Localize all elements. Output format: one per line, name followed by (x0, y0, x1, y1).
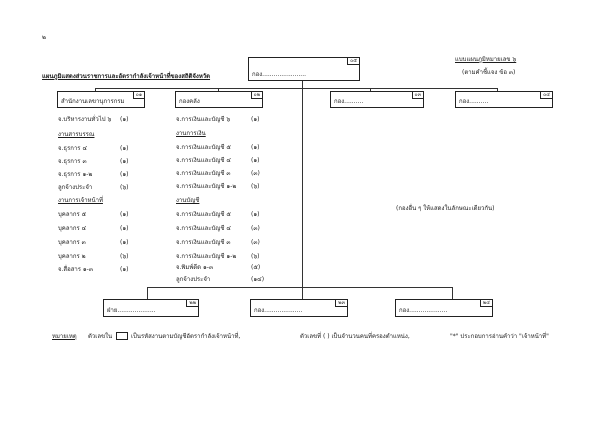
bottom-box-2 (250, 299, 348, 317)
list-item-count: (๑) (120, 158, 129, 165)
branch-box-secretariat (57, 91, 145, 108)
branch-box-division-3 (330, 91, 424, 108)
col2-group1-title: งานการเงิน (176, 130, 206, 137)
list-item-count: (๓) (251, 239, 260, 246)
bottom-box-1 (103, 299, 199, 317)
footer-label: หมายเหตุ (52, 333, 77, 340)
branch-box-finance (175, 91, 263, 108)
branch-code: ๐๔ (540, 92, 552, 99)
bottom-box-code: ๒๔ (480, 300, 492, 307)
page-title: แผนภูมิแสดงส่วนราชการและอัตรากำลังเจ้าหน้าที่ของสถิติจังหวัด (42, 73, 211, 80)
top-division-box (248, 57, 360, 81)
bottom-box-code: ๒๒ (186, 300, 198, 307)
bottom-box-code: ๒๓ (335, 300, 347, 307)
list-item-count: (๖) (120, 253, 129, 260)
list-item-count: (๓) (251, 170, 260, 177)
list-item-count: (๖) (120, 184, 129, 191)
top-division-label: กอง....................... (252, 71, 307, 78)
list-item-count: (๑) (120, 239, 129, 246)
col2-head-count: (๑) (251, 116, 260, 123)
list-item-count: (๑) (120, 145, 129, 152)
list-item-count: (๖) (251, 183, 260, 190)
col1-head-count: (๑) (120, 116, 129, 123)
list-item-label: จ.การเงินและบัญชี ๕ (176, 144, 231, 151)
top-division-code: ๐๕ (347, 58, 359, 65)
attachment-number: แบบแผนภูมิหมายเลข ๖ (455, 56, 517, 63)
list-item-count: (๓) (251, 225, 260, 232)
connector-bottom-bar (147, 287, 453, 288)
list-item-label: บุคลากร ๓ (58, 239, 86, 246)
list-item-count: (๕) (251, 264, 261, 271)
list-item-count: (๑) (251, 144, 260, 151)
list-item-label: จ.การเงินและบัญชี ๔ (176, 225, 231, 232)
bottom-box-label: กอง.................... (399, 307, 448, 314)
bottom-box-label: กอง.................... (254, 307, 303, 314)
list-item-label: จ.การเงินและบัญชี ๕ (176, 211, 231, 218)
bottom-box-3 (395, 299, 493, 317)
list-item-label: จ.พิมพ์ดีด ๑-๓ (176, 264, 214, 271)
branch-label: กองคลัง (179, 98, 200, 105)
list-item-label: บุคลากร ๕ (58, 211, 87, 218)
branch-code: ๐๒ (251, 92, 262, 99)
footer-legend-box (116, 332, 128, 340)
list-item-label: จ.การเงินและบัญชี ๔ (176, 157, 231, 164)
list-item-label: จ.การเงินและบัญชี ๓ (176, 239, 231, 246)
branch-box-division-4 (455, 91, 553, 108)
list-item-count: (๖) (251, 253, 260, 260)
list-item-label: ลูกจ้างประจำ (58, 184, 93, 191)
branch-code: ๐๑ (133, 92, 144, 99)
list-item-count: (๑) (251, 211, 260, 218)
list-item-label: บุคลากร ๒ (58, 253, 86, 260)
list-item-count: (๑) (120, 211, 129, 218)
list-item-count: (๑) (120, 171, 129, 178)
list-item-label: จ.การเงินและบัญชี ๓ (176, 170, 231, 177)
list-item-count: (๑) (251, 157, 260, 164)
footer-text-2: เป็นรหัสงานตามบัญชีอัตรากำลังเจ้าหน้าที่, (131, 333, 241, 340)
footer-text-3: ตัวเลขที่ ( ) เป็นจำนวนคนที่ครองตำแหน่ง, (300, 333, 410, 340)
list-item-label: บุคลากร ๔ (58, 225, 87, 232)
branch-label: สำนักงานเลขานุการกรม (61, 98, 125, 105)
list-item-count: (๑๔) (251, 276, 265, 283)
branch-label: กอง.......... (459, 98, 489, 105)
connector-bb1 (147, 287, 148, 299)
col1-group1-title: งานสารบรรณ (58, 131, 95, 138)
list-item-label: จ.ธุรการ ๓ (58, 158, 87, 165)
list-item-label: จ.สื่อสาร ๑-๓ (58, 266, 93, 273)
list-item-label: จ.ธุรการ ๔ (58, 145, 87, 152)
col1-head: จ.บริหารงานทั่วไป ๖ (58, 116, 112, 123)
attachment-note: (ตามคำชี้แจง ข้อ ๓) (462, 69, 516, 76)
connector-main-vertical (302, 88, 303, 288)
side-note: (กองอื่น ๆ ให้แสดงในลักษณะเดียวกัน) (396, 205, 495, 212)
bottom-box-label: ฝ่าย.................... (107, 307, 156, 314)
branch-code: ๐๓ (412, 92, 423, 99)
list-item-count: (๑) (120, 225, 129, 232)
connector-branch-bar (95, 88, 497, 89)
col2-group2-title: งานบัญชี (176, 197, 200, 204)
footer-text-4: "*" ประกอบการอ่านคำว่า "เจ้าหน้าที่" (450, 333, 549, 340)
connector-bb3 (452, 287, 453, 299)
list-item-label: จ.ธุรการ ๑-๒ (58, 171, 93, 178)
list-item-label: จ.การเงินและบัญชี ๑-๒ (176, 253, 237, 260)
page-mark: ๒ (42, 34, 46, 41)
list-item-label: จ.การเงินและบัญชี ๑-๒ (176, 183, 237, 190)
branch-label: กอง.......... (334, 98, 364, 105)
footer-text-1: ตัวเลขใน (88, 333, 113, 340)
list-item-label: ลูกจ้างประจำ (176, 276, 211, 283)
col2-head: จ.การเงินและบัญชี ๖ (176, 116, 231, 123)
col1-group2-title: งานการเจ้าหน้าที่ (58, 197, 103, 204)
connector-bb2 (302, 287, 303, 299)
list-item-count: (๑) (120, 266, 129, 273)
